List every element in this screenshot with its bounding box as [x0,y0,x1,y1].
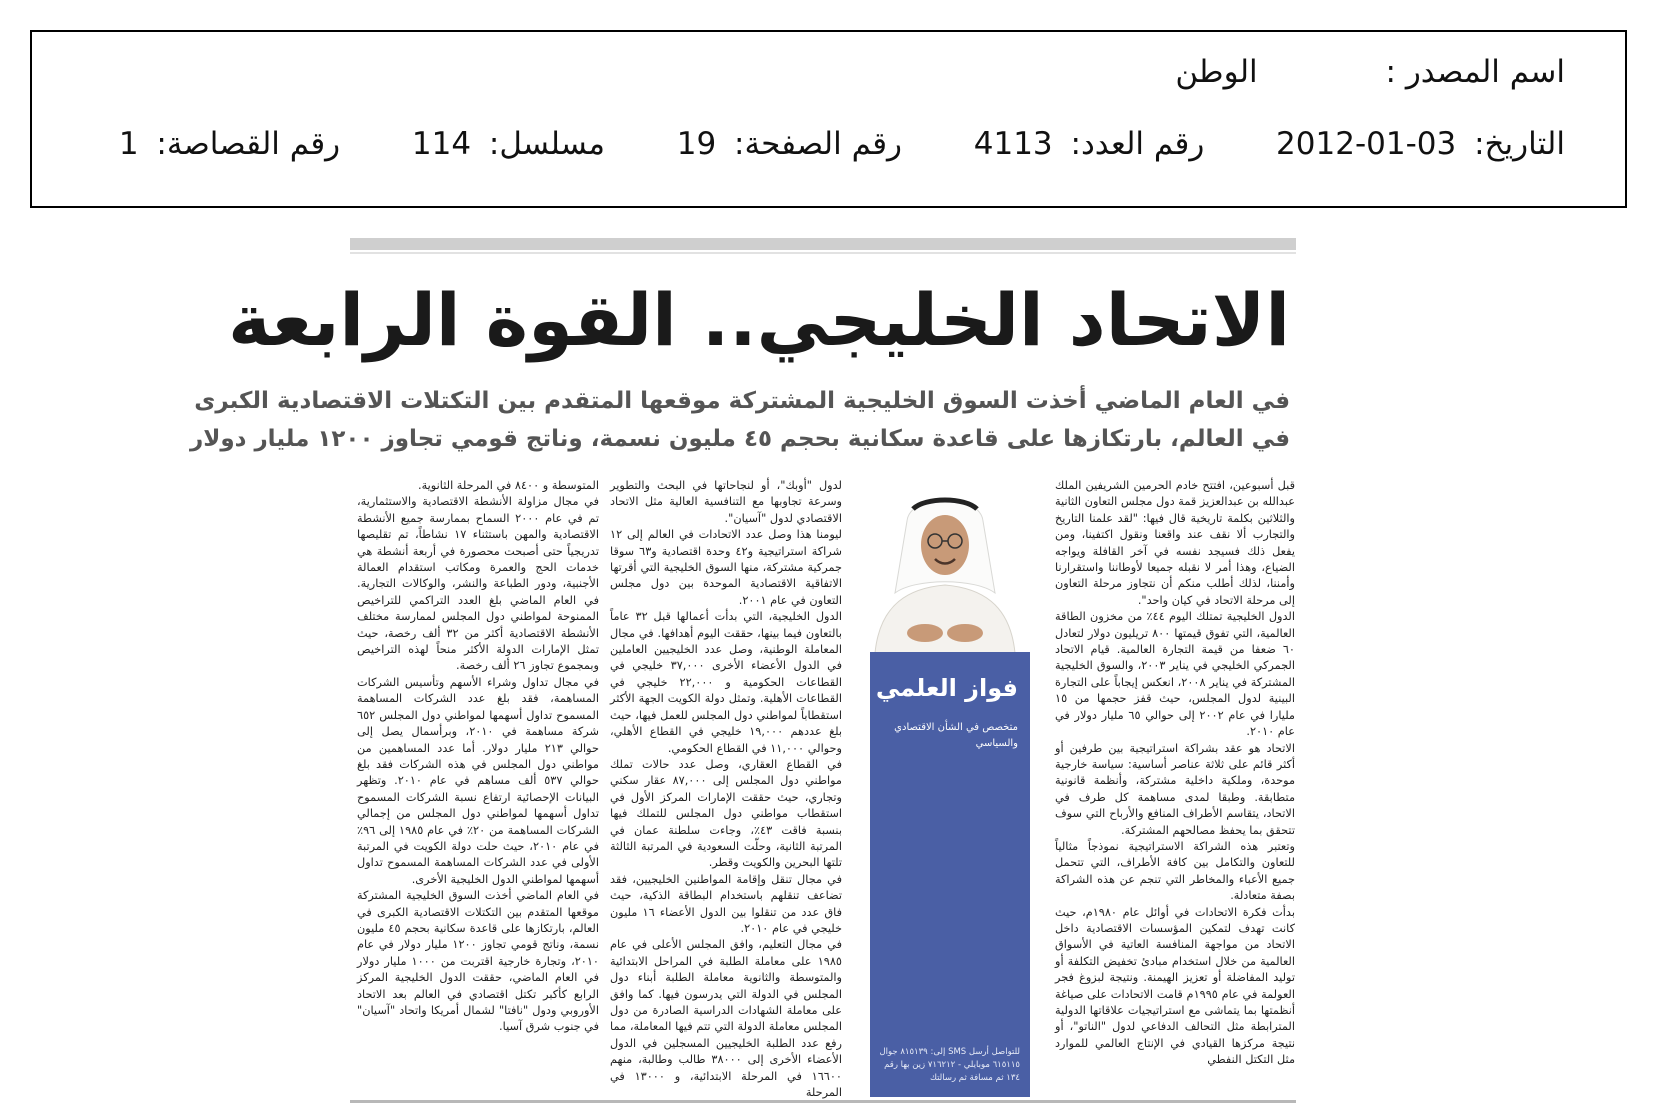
paragraph: في القطاع العقاري، وصل عدد حالات تملك مواطني دول المجلس إلى ٨٧,٠٠٠ عقار سكني وتجاري، حيث حققت الإمارات المركز الأول في استقطاب مواطني دول المجلس للتملك فيها بنسبة فاقت ٤٣٪، وجاءت سلطنة عمان في المرتبة الثانية، وحلّت السعودية في المرتبة الثالثة تلتها البحرين والكويت وقطر. [610,757,842,870]
paragraph: الدول الخليجية تمتلك اليوم ٤٤٪ من مخزون الطاقة العالمية، التي تفوق قيمتها ٨٠٠ تريليون دولار لتعادل ٦٠ ضعفا من قيمة التجارة العالمية. قيام الاتحاد الجمركي الخليجي في يناير ٢٠٠٣، والسوق الخليجية المشتركة في يناير ٢٠٠٨، انعكس إيجاباً على التجارة البينية لدول المجلس، حيث قفز حجمها من ١٥ مليارا في عام ٢٠٠٢ إلى حوالي ٦٥ مليار دولار في عام ٢٠١٠. [1055,610,1296,739]
paragraph: الدول الخليجية، التي بدأت أعمالها قبل ٣٢ عاماً بالتعاون فيما بينها، حققت اليوم أهدافها. في مجال المعاملة الوطنية، وصل عدد الخليجيين العاملين في الدول الأعضاء الأخرى ٣٧,٠٠٠ خليجي في القطاعات الحكومية و ٢٢,٠٠٠ خليجي في القطاعات الأهلية. وتمثل دولة الكويت الجهة الأكثر استقطاباً لمواطني دول المجلس للعمل فيها، حيث بلغ عددهم ١٩,٠٠٠ خليجي في القطاع الأهلي، وحوالي ١١,٠٠٠ في القطاع الحكومي. [610,610,843,755]
author-portrait-icon [855,483,1035,653]
paragraph: في مجال تداول وشراء الأسهم وتأسيس الشركات المساهمة، فقد بلغ عدد الشركات المساهمة المسموح تداول أسهمها لمواطني دول المجلس ٦٥٢ شركة مساهمة في ٢٠١٠، وبرأسمال يصل إلى حوالي ٢١٣ مليار دولار. أما عدد المساهمين من مواطني دول المجلس في هذه الشركات فقد بلغ حوالي ٥٣٧ ألف مساهم في عام ٢٠١٠. وتظهر البيانات الإحصائية ارتفاع نسبة الشركات المسموح تداول أسهمها لمواطني دول المجلس من إجمالي الشركات المساهمة من ٢٠٪ في عام ١٩٨٥ إلى ٩٦٪ في عام ٢٠١٠، حيث حلت دولة الكويت في المرتبة الأولى في عدد الشركات المساهمة المسموح تداول أسهمها لمواطني الدول الخليجية الأخرى. [357,675,599,886]
serial-value: 114 [411,126,472,162]
paragraph: ليومنا هذا وصل عدد الاتحادات في العالم إلى ١٢ شراكة استراتيجية و٤٢ وحدة اقتصادية و٦٣ سوقا جمركية مشتركة، منها السوق الخليجية التي أقرتها الاتفاقية الاقتصادية الموحدة بين دول مجلس التعاون في عام ٢٠٠١. [610,528,842,607]
issue-label: رقم العدد: [1070,126,1205,162]
article-subhead-line2: في العالم، بارتكازها على قاعدة سكانية بحجم ٤٥ مليون نسمة، وناتج قومي تجاوز ١٢٠٠ مليار دولار [189,426,1290,452]
page-value: 19 [676,126,717,162]
paragraph: في مجال مزاولة الأنشطة الاقتصادية والاستثمارية، تم في عام ٢٠٠٠ السماح بممارسة جميع الأنشطة الاقتصادية والمهن باستثناء ١٧ نشاطاً، تم تقليصها تدريجياً حتى أصبحت محصورة في أربعة أنشطة هي خدمات الحج والعمرة ومكاتب استقدام العمالة الأجنبية، ودور الطباعة والنشر، والوكالات التجارية. في العام الماضي بلغ العدد التراكمي للتراخيص الممنوحة لمواطني دول المجلس لممارسة مختلف الأنشطة الاقتصادية أكثر من ٣٢ ألف رخصة، حيث تمثل الإمارات الدولة الأكثر منحاً لهذه التراخيص وبمجموع تجاوز ٢٦ ألف رخصة. [357,495,599,673]
clip-label: رقم القصاصة: [156,126,341,162]
paragraph: لدول "أوبك"، أو لنجاحاتها في البحث والتطوير وسرعة تجاوبها مع التنافسية العالية مثل الاتحاد الاقتصادي لدول "آسيان". [610,479,842,525]
source-label: اسم المصدر : [1385,54,1565,90]
details-row [119,126,1565,162]
source-value: الوطن [1175,54,1258,90]
article-column-1 [1055,478,1295,1090]
page-label: رقم الصفحة: [734,126,903,162]
paragraph: وتعتبر هذه الشراكة الاستراتيجية نموذجاً مثالياً للتعاون والتكامل بين كافة الأطراف، التي تتحمل جميع الأعباء والمخاطر التي تنجم عن هذه الشراكة بصفة متعادلة. [1055,839,1295,903]
article-column-3 [357,478,599,1090]
paragraph: الاتحاد هو عقد بشراكة استراتيجية بين طرفين أو أكثر قائم على ثلاثة عناصر أساسية: سياسة خارجية موحدة، وملكية داخلية مشتركة، وأنظمة قانونية متطابقة. وطبقا لمدى مساهمة كل طرف في الاتحاد، يتقاسم الأطراف المنافع والأرباح التي سوف تتحقق بما يحفظ مصالحهم المشتركة. [1055,741,1295,837]
newspaper-clipping [189,238,1300,1108]
article-headline: الاتحاد الخليجي.. القوة الرابعة [228,278,1290,362]
clipping-top-rule-thin [350,252,1296,254]
paragraph: المتوسطة و ٨٤٠٠ في المرحلة الثانوية. [418,479,599,492]
article-column-2 [610,478,843,1100]
article-subhead-line1: في العام الماضي أخذت السوق الخليجية المشتركة موقعها المتقدم بين التكتلات الاقتصادية الكبرى [194,388,1290,414]
date-label: التاريخ: [1474,126,1565,162]
clip-value: 1 [118,126,139,162]
author-contact: للتواصل أرسل SMS إلى: ٨١٥١٣٩ جوال ٦١٥١١٥ موبايلي - ٧١٦٢١٢ زين بها رقم ١٣٤ ثم مسافة ثم رسالتك [879,1047,1020,1083]
paragraph: في مجال التعليم، وافق المجلس الأعلى في عام ١٩٨٥ على معاملة الطلبة في المراحل الابتدائية والمتوسطة والثانوية معاملة الطلبة أبناء دول المجلس في الدولة التي يدرسون فيها. كما وافق على معاملة الشهادات الدراسية الصادرة من دول المجلس معاملة الدولة التي تتم فيها المعاملة، مما رفع عدد الطلبة الخليجيين المسجلين في الدول الأعضاء الأخرى إلى ٣٨٠٠٠ طالب وطالبة، منهم ١٦٦٠٠ في المرحلة الابتدائية، و ١٣٠٠٠ في المرحلة [610,938,842,1100]
author-photo [855,483,1035,653]
source-info-box [30,30,1627,208]
clipping-top-rule [350,238,1296,250]
paragraph: بدأت فكرة الاتحادات في أوائل عام ١٩٨٠م، حيث كانت تهدف لتمكين المؤسسات الاقتصادية داخل الاتحاد من مواجهة المنافسة العاتية في الأسواق العالمية من خلال استخدام مبادئ تخفيض التكلفة أو توليد المفاضلة أو تعزيز الهيمنة. ونتيجة لبزوغ فجر العولمة في عام ١٩٩٥م قامت الاتحادات على صياغة أنظمتها بما يتماشى مع استراتيجيات علاقاتها الدولية المترابطة مثل التحالف الدفاعي لدول "الناتو"، أو نتيجة مركزها القيادي في الإنتاج العالمي للموارد مثل التكتل النفطي [1055,905,1295,1067]
date-value: 2012-01-03 [1276,126,1457,162]
source-row [1175,54,1565,90]
issue-value: 4113 [973,126,1053,162]
paragraph: قبل أسبوعين، افتتح خادم الحرمين الشريفين الملك عبدالله بن عبدالعزيز قمة دول مجلس التعاون الثانية والثلاثين بكلمة تاريخية قال فيها: "لقد علمنا التاريخ والتجارب ألا نقف عند واقعنا ونقول اكتفينا، ومن يفعل ذلك فسيجد نفسه في آخر القافلة ويواجه الضياع، وهذا أمر لا نقبله جميعا لأوطاننا واستقرارنا وأمننا، لذلك أطلب منكم أن نتجاوز مرحلة التعاون إلى مرحلة الاتحاد في كيان واحد". [1055,479,1295,607]
author-panel [870,652,1030,1097]
paragraph: في العام الماضي أخذت السوق الخليجية المشتركة موقعها المتقدم بين التكتلات الاقتصادية الكبرى في العالم، بارتكازها على قاعدة سكانية بحجم ٤٥ مليون نسمة، وناتج قومي تجاوز ١٢٠٠ مليار دولار في عام ٢٠١٠، وتجارة خارجية اقتربت من ١٠٠٠ مليار دولار في العام الماضي، حققت الدول الخليجية المركز الرابع كأكبر تكتل اقتصادي في العالم بعد الاتحاد الأوروبي ودول "نافتا" لشمال أمريكا واتحاد "آسيان" في جنوب شرق آسيا. [357,889,600,1034]
clipping-bottom-rule [350,1100,1296,1103]
author-role: متخصص في الشأن الاقتصادي والسياسي [894,722,1018,749]
author-name: فواز العلمي [875,674,1018,702]
serial-label: مسلسل: [488,126,606,162]
paragraph: في مجال تنقل وإقامة المواطنين الخليجيين، فقد تضاعف تنقلهم باستخدام البطاقة الذكية، حيث فاق عدد من تنقلوا بين الدول الأعضاء ١٦ مليون خليجي في عام ٢٠١٠. [610,872,842,935]
